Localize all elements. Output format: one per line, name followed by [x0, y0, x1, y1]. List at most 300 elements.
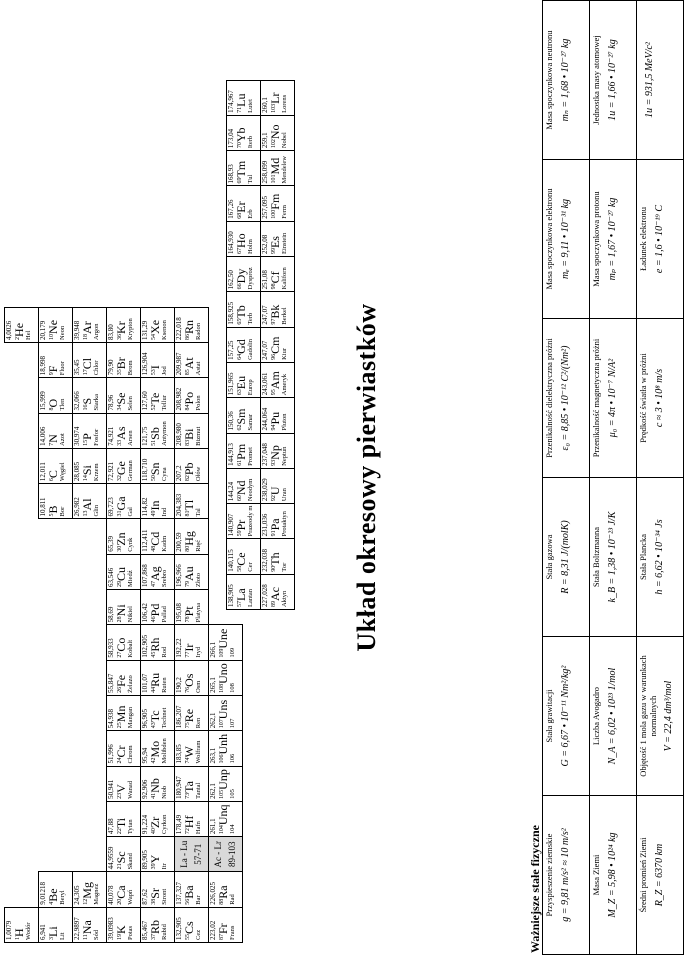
element-name: Sód	[93, 929, 100, 940]
atomic-number: 100	[271, 209, 277, 219]
atomic-number: 107	[219, 719, 225, 729]
element-symbol-wrap	[47, 414, 59, 448]
atomic-number: 44	[151, 686, 157, 693]
element-symbol-wrap	[183, 484, 195, 518]
element-name: Ksenon	[161, 320, 168, 340]
element-name: Wodór	[25, 922, 32, 940]
element-name: Tellur	[161, 395, 168, 411]
element-symbol-wrap	[149, 555, 161, 589]
empty-cell	[5, 731, 39, 766]
constant-name: Prędkość światła w próżni	[638, 353, 648, 443]
atomic-mass: 114,82	[141, 497, 149, 517]
element-symbol: Gd	[234, 339, 248, 354]
element-cell	[141, 342, 175, 377]
empty-cell	[5, 590, 39, 625]
atomic-number: 45	[151, 651, 157, 658]
atomic-number: 34	[117, 404, 123, 411]
element-symbol-wrap	[115, 308, 127, 342]
element-symbol: Fr	[216, 923, 230, 934]
atomic-number: 13	[83, 510, 89, 517]
atomic-number: 15	[83, 439, 89, 446]
constant-cell	[543, 478, 590, 637]
element-symbol-wrap	[269, 81, 281, 115]
element-symbol-wrap	[235, 539, 247, 573]
atomic-mass: 196,966	[175, 564, 183, 588]
element-symbol-wrap	[149, 661, 161, 695]
element-name: Krzem	[93, 463, 100, 482]
atomic-number: 36	[117, 333, 123, 340]
constant-value: mₙ = 1,68 • 10⁻²⁷ kg	[559, 38, 571, 122]
empty-cell	[5, 342, 39, 377]
element-name: Chlor	[93, 360, 100, 376]
element-name: German	[127, 460, 134, 482]
element-name: Iryd	[195, 646, 202, 658]
element-cell	[141, 907, 175, 942]
element-name: Berkel	[281, 307, 288, 325]
constant-value: N_A = 6,02 • 10²³ 1/mol	[606, 667, 618, 765]
element-name: Arsen	[127, 430, 134, 446]
atomic-mass: 126,904	[141, 352, 149, 376]
atomic-number: 94	[271, 424, 277, 431]
element-cell	[227, 574, 261, 609]
atomic-number: 8	[49, 407, 55, 411]
element-symbol: Dy	[234, 268, 248, 284]
element-cell	[141, 413, 175, 448]
atomic-mass: 263,1	[209, 747, 217, 764]
element-name: Ind	[161, 507, 168, 517]
element-name: Srebro	[161, 569, 168, 588]
element-cell	[73, 307, 107, 342]
element-name: Mangan	[127, 706, 134, 729]
constant-value: R = 8,31 J/(molK)	[559, 520, 571, 594]
element-symbol: Cd	[148, 531, 162, 546]
element-name: Potas	[127, 925, 134, 940]
atomic-number: 31	[117, 510, 123, 517]
element-symbol-wrap	[115, 767, 127, 801]
atomic-number: 82	[185, 475, 191, 482]
atomic-mass: 252,08	[261, 234, 269, 255]
atomic-mass: 102,905	[141, 634, 149, 658]
element-symbol: Pt	[182, 606, 196, 617]
element-symbol-wrap	[149, 908, 161, 942]
element-cell	[261, 292, 295, 327]
element-symbol: Er	[234, 201, 248, 213]
atomic-number: 69	[237, 177, 243, 184]
atomic-mass: 144,24	[227, 481, 235, 502]
element-symbol: S	[80, 397, 94, 405]
constant-name: Masa spoczynkowa protonu	[591, 191, 601, 287]
element-cell	[175, 801, 209, 836]
element-cell	[227, 539, 261, 574]
atomic-number: 86	[185, 333, 191, 340]
element-symbol-wrap	[47, 343, 59, 377]
element-cell	[141, 625, 175, 660]
element-cell	[73, 484, 107, 519]
atomic-number: 46	[151, 616, 157, 623]
element-name: Krypton	[127, 318, 134, 340]
series-range: 57-71	[193, 843, 203, 865]
atomic-mass: 227,028	[261, 584, 269, 607]
atomic-number: 64	[237, 353, 243, 360]
atomic-number: 56	[185, 898, 191, 905]
constants-title: Ważniejsze stałe fizyczne	[528, 825, 542, 953]
element-symbol: Sn	[148, 462, 162, 476]
element-cell	[107, 872, 141, 907]
element-symbol: Te	[148, 392, 162, 405]
atomic-mass: 132,905	[175, 917, 183, 940]
atomic-number: 43	[151, 722, 157, 729]
atomic-number: 17	[83, 369, 89, 376]
element-symbol-wrap	[81, 414, 93, 448]
atomic-mass: 91,224	[141, 814, 149, 835]
atomic-number: 39	[151, 863, 157, 870]
atomic-number: 60	[237, 495, 243, 502]
element-cell	[227, 433, 261, 468]
element-symbol: V	[114, 784, 128, 793]
element-name: Protaktyn	[281, 511, 288, 537]
element-symbol: Ac	[268, 587, 282, 601]
element-symbol: Cm	[268, 336, 282, 354]
element-symbol: Hf	[182, 815, 196, 829]
atomic-number: 95	[271, 389, 277, 396]
element-symbol: Mo	[148, 740, 162, 758]
atomic-number: 26	[117, 686, 123, 693]
atomic-number: 91	[271, 530, 277, 537]
element-symbol: I	[148, 365, 162, 370]
atomic-mass: 231,036	[261, 513, 269, 537]
element-symbol: Ar	[80, 321, 94, 334]
empty-cell	[39, 837, 73, 872]
atomic-mass: 265,1	[209, 677, 217, 693]
element-symbol-wrap	[47, 378, 59, 412]
atomic-number: 7	[49, 442, 55, 446]
atomic-number: 1	[15, 937, 21, 940]
element-symbol: H	[12, 928, 26, 937]
constant-value: mₑ = 9,11 • 10⁻³¹ kg	[559, 198, 571, 280]
element-symbol: Unh	[216, 733, 230, 755]
element-symbol: Cu	[114, 567, 128, 582]
element-symbol-wrap	[217, 731, 229, 765]
atomic-mass: 247,07	[261, 340, 269, 360]
atomic-mass: 85,467	[141, 920, 149, 940]
empty-cell	[5, 695, 39, 730]
atomic-mass: 74,921	[107, 426, 115, 446]
constant-name: Stała Boltzmanna	[591, 526, 601, 588]
atomic-number: 101	[271, 174, 277, 184]
constant-name: Masa spoczynkowa neutronu	[544, 30, 554, 130]
element-cell	[227, 362, 261, 397]
empty-cell	[5, 484, 39, 519]
atomic-number: 20	[117, 898, 123, 905]
element-symbol: Np	[268, 445, 282, 460]
element-name: Holm	[247, 239, 254, 255]
element-cell	[175, 378, 209, 413]
atomic-mass: 58,933	[107, 638, 115, 658]
element-symbol-wrap	[183, 308, 195, 342]
element-symbol: Fe	[114, 674, 128, 687]
element-name: Hafn	[195, 821, 202, 835]
element-cell	[175, 660, 209, 695]
element-symbol-wrap	[269, 575, 281, 609]
element-cell	[227, 468, 261, 503]
element-symbol: He	[12, 322, 26, 337]
element-name: Złoto	[195, 572, 202, 588]
element-name: Cyrkon	[161, 814, 168, 835]
element-symbol: Md	[268, 157, 282, 175]
element-symbol: C	[46, 470, 60, 479]
atomic-number: 28	[117, 616, 123, 623]
element-name: 105	[229, 789, 236, 799]
atomic-number: 88	[219, 898, 225, 905]
element-cell	[261, 468, 295, 503]
element-cell	[107, 484, 141, 519]
atomic-number: 90	[271, 565, 277, 572]
page-title: Układ okresowy pierwiastków	[352, 303, 381, 652]
element-cell	[141, 554, 175, 589]
element-cell	[107, 837, 141, 872]
series-label: Ac - Lr	[213, 841, 223, 868]
element-symbol-wrap	[269, 116, 281, 150]
element-name: Pallad	[161, 606, 168, 623]
element-symbol-wrap	[217, 908, 229, 942]
series-label: La - Lu	[179, 840, 189, 868]
element-name: Rtęć	[195, 539, 202, 552]
element-symbol-wrap	[235, 257, 247, 291]
atomic-mass: 183,85	[175, 744, 183, 764]
element-cell	[141, 766, 175, 801]
element-symbol-wrap	[115, 378, 127, 412]
atomic-mass: 167,26	[227, 199, 235, 219]
element-name: Argon	[93, 323, 100, 340]
atomic-number: 42	[151, 757, 157, 764]
constant-value: k_B = 1,38 • 10⁻²³ J/K	[606, 511, 618, 603]
element-symbol-wrap	[269, 469, 281, 503]
constant-cell	[543, 160, 590, 319]
empty-cell	[5, 378, 39, 413]
element-cell	[141, 731, 175, 766]
element-cell	[107, 378, 141, 413]
atomic-number: 16	[83, 404, 89, 411]
element-cell	[175, 484, 209, 519]
atomic-mass: 32,066	[73, 391, 81, 411]
element-name: Astat	[195, 361, 202, 376]
element-cell	[73, 448, 107, 483]
atomic-mass: 237,048	[261, 443, 269, 466]
element-symbol-wrap	[115, 484, 127, 518]
atomic-number: 81	[185, 510, 191, 517]
element-cell	[141, 837, 175, 872]
element-name: Gadolin	[247, 338, 254, 360]
series-cell	[209, 837, 243, 872]
atomic-number: 41	[151, 792, 157, 799]
element-symbol: Unp	[216, 769, 230, 790]
atomic-mass: 22,9897	[73, 917, 81, 940]
element-cell	[73, 907, 107, 942]
element-name: Radon	[195, 322, 202, 340]
element-name: Wapń	[127, 889, 134, 905]
element-symbol: Au	[182, 566, 196, 582]
element-name: Tal	[195, 508, 202, 517]
element-symbol: O	[46, 398, 60, 408]
element-symbol: Fm	[268, 193, 282, 210]
element-symbol-wrap	[149, 731, 161, 765]
table-row	[73, 307, 107, 942]
atomic-number: 53	[151, 369, 157, 376]
element-cell	[39, 907, 73, 942]
constant-cell	[637, 160, 684, 319]
element-symbol-wrap	[183, 908, 195, 942]
atomic-number: 89	[271, 601, 277, 607]
atomic-mass: 168,93	[227, 164, 235, 184]
atomic-number: 102	[271, 139, 277, 149]
atomic-number: 66	[237, 283, 243, 290]
element-symbol: Rb	[148, 919, 162, 934]
element-symbol: Ru	[148, 672, 162, 687]
element-name: Brom	[127, 360, 134, 376]
atomic-mass: 238,029	[261, 478, 269, 502]
element-name: Lorens	[281, 94, 288, 113]
atomic-number: 85	[185, 369, 191, 376]
constant-cell	[543, 796, 590, 955]
element-cell	[5, 307, 39, 342]
atomic-mass: 18,998	[39, 356, 47, 376]
table-row	[5, 307, 39, 942]
element-symbol-wrap	[81, 449, 93, 483]
empty-cell	[5, 837, 39, 872]
atomic-mass: 262,1	[209, 783, 217, 799]
atomic-mass: 186,207	[175, 705, 183, 729]
empty-cell	[73, 660, 107, 695]
element-symbol-wrap	[115, 908, 127, 942]
element-name: 106	[229, 753, 236, 764]
constant-value: G = 6,67 • 10⁻¹¹ Nm²/kg²	[559, 665, 571, 767]
element-symbol: Am	[268, 371, 282, 390]
element-name: Iterb	[247, 135, 254, 149]
element-name: Lantan	[247, 588, 254, 607]
atomic-mass: 251,08	[261, 270, 269, 290]
element-cell	[175, 731, 209, 766]
periodic-table	[4, 307, 243, 943]
table-row	[637, 1, 684, 955]
constant-cell	[590, 319, 637, 478]
element-symbol: Cr	[114, 745, 128, 758]
element-name: Jod	[161, 366, 168, 376]
atomic-mass: 9,01218	[39, 881, 47, 905]
element-cell	[107, 554, 141, 589]
atomic-mass: 95,94	[141, 747, 149, 764]
empty-cell	[5, 766, 39, 801]
element-cell	[227, 186, 261, 221]
atomic-number: 105	[219, 789, 225, 799]
atomic-mass: 150,36	[227, 411, 235, 431]
element-cell	[141, 484, 175, 519]
table-row	[590, 1, 637, 955]
constant-cell	[590, 160, 637, 319]
atomic-mass: 232,038	[261, 548, 269, 572]
element-symbol: In	[148, 500, 162, 511]
atomic-mass: 26,982	[73, 497, 81, 517]
element-name: Niob	[161, 785, 168, 799]
element-symbol-wrap	[149, 343, 161, 377]
element-symbol: Ba	[182, 885, 196, 899]
atomic-number: 52	[151, 404, 157, 411]
element-symbol-wrap	[149, 767, 161, 801]
element-symbol-wrap	[115, 449, 127, 483]
empty-cell	[39, 625, 73, 660]
element-name: 107	[229, 718, 236, 729]
element-cell	[175, 872, 209, 907]
element-name: Einstein	[281, 232, 288, 255]
element-cell	[107, 448, 141, 483]
element-name: Cer	[247, 562, 254, 572]
element-name: Promet	[247, 447, 254, 466]
element-symbol: La	[234, 588, 248, 601]
constant-value: mₚ = 1,67 • 10⁻²⁷ kg	[606, 197, 618, 281]
atomic-mass: 92,906	[141, 779, 149, 799]
constant-value: R_Z = 6370 km	[653, 843, 665, 907]
element-symbol: As	[114, 426, 128, 440]
element-symbol-wrap	[217, 767, 229, 801]
empty-cell	[73, 801, 107, 836]
element-name: Chrom	[127, 745, 134, 764]
element-symbol: Os	[182, 673, 196, 687]
element-symbol: Tc	[148, 710, 162, 723]
element-cell	[227, 327, 261, 362]
element-cell	[261, 433, 295, 468]
empty-cell	[73, 766, 107, 801]
element-symbol-wrap	[183, 767, 195, 801]
atomic-mass: 14,006	[39, 426, 47, 446]
element-symbol: Al	[80, 498, 94, 511]
element-cell	[227, 257, 261, 292]
element-cell	[261, 327, 295, 362]
atomic-number: 78	[185, 616, 191, 623]
element-symbol: Sc	[114, 851, 128, 864]
element-symbol: Ce	[234, 552, 248, 566]
table-row	[141, 307, 175, 942]
element-name: Bar	[195, 895, 202, 905]
element-symbol-wrap	[149, 378, 161, 412]
element-symbol-wrap	[13, 308, 25, 342]
atomic-number: 30	[117, 545, 123, 552]
element-name: Antymon	[161, 421, 168, 446]
empty-cell	[73, 731, 107, 766]
table-row	[39, 307, 73, 942]
element-symbol-wrap	[217, 661, 229, 695]
element-cell	[73, 378, 107, 413]
atomic-mass: 83,80	[107, 324, 115, 340]
empty-cell	[39, 590, 73, 625]
element-symbol: Xe	[148, 319, 162, 334]
element-symbol: Lr	[268, 92, 282, 104]
series-cell	[175, 837, 209, 872]
element-name: Rubid	[161, 924, 168, 940]
atomic-number: 73	[185, 792, 191, 799]
element-symbol-wrap	[149, 519, 161, 553]
empty-cell	[5, 554, 39, 589]
element-symbol-wrap	[149, 590, 161, 624]
atomic-number: 25	[117, 722, 123, 729]
atomic-number: 54	[151, 333, 157, 340]
element-symbol: Si	[80, 465, 94, 476]
constant-cell	[637, 1, 684, 160]
atomic-number: 65	[237, 318, 243, 325]
element-cell	[107, 695, 141, 730]
element-name: Żelazo	[127, 675, 134, 693]
empty-cell	[5, 625, 39, 660]
atomic-number: 59	[237, 530, 243, 537]
series-range: 89-103	[227, 841, 237, 868]
